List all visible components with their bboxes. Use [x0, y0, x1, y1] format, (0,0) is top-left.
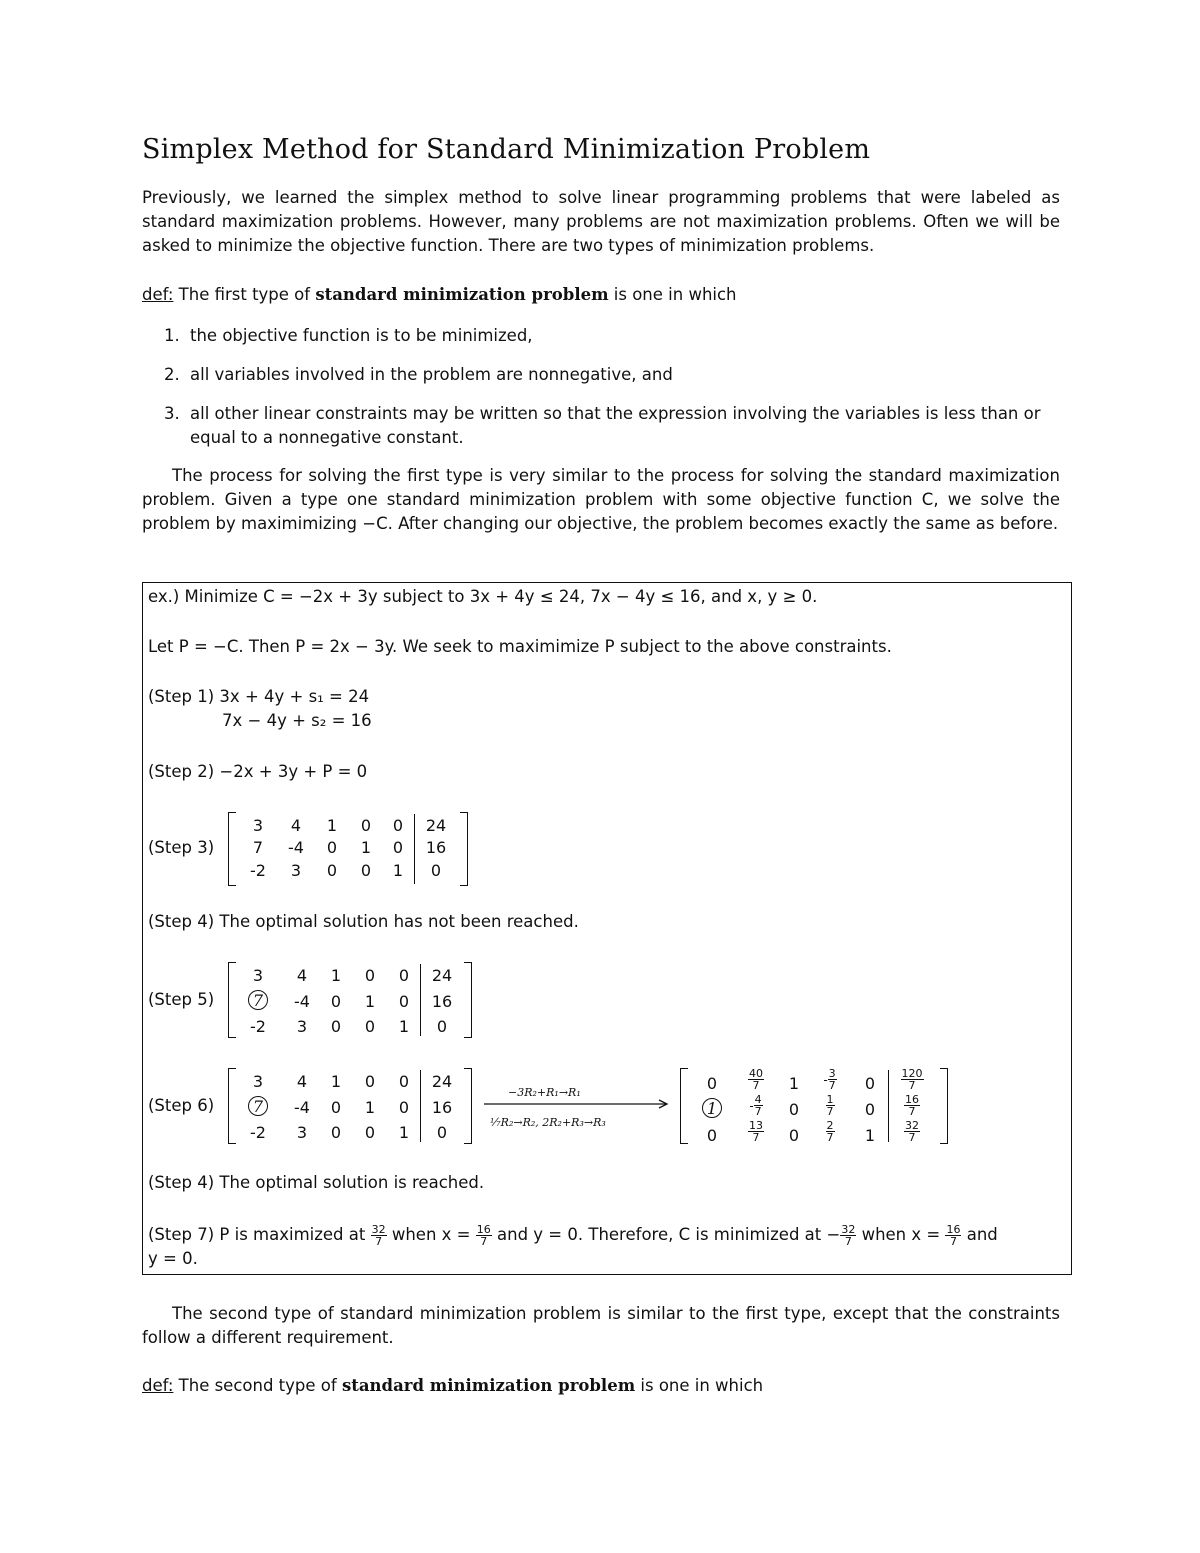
matrix-cell: - $\frac{4}{7}$ [749, 1093, 762, 1118]
matrix-cell: 0 [392, 838, 404, 857]
matrix-cell: 1 [330, 966, 342, 985]
matrix-cell: 1 [864, 1126, 876, 1145]
fraction: $\frac{32}{7}$ [841, 1223, 856, 1248]
augment-bar [420, 964, 421, 1036]
matrix-cell: 0 [398, 966, 410, 985]
matrix-cell: 0 [360, 816, 372, 835]
augment-bar [420, 1070, 421, 1142]
matrix-cell [699, 1098, 725, 1118]
example-substitution: Let P = −C. Then P = 2x − 3y. We seek to maximimize P subject to the above constraints. [148, 637, 892, 656]
matrix-cell: 0 [864, 1100, 876, 1119]
matrix-cell: 1 [364, 992, 376, 1011]
matrix-cell: 4 [296, 966, 308, 985]
matrix-cell: -4 [294, 992, 310, 1011]
matrix-cell: 0 [706, 1074, 718, 1093]
matrix-bracket-left [228, 812, 236, 886]
matrix-cell: 4 [296, 1072, 308, 1091]
matrix-cell: $\frac{1}{7}$ [826, 1093, 834, 1118]
matrix-bracket-left [228, 1068, 236, 1144]
matrix-cell: 24 [431, 1072, 453, 1091]
step4-reached: (Step 4) The optimal solution is reached. [148, 1173, 485, 1192]
matrix-cell: 0 [788, 1100, 800, 1119]
matrix-cell: 3 [252, 816, 264, 835]
step6-label: (Step 6) [148, 1096, 215, 1115]
step2-equation: (Step 2) −2x + 3y + P = 0 [148, 762, 368, 781]
matrix-cell: 0 [364, 1123, 376, 1142]
list-item: 2. all variables involved in the problem are nonnegative, and [164, 365, 673, 384]
matrix-cell: 0 [864, 1074, 876, 1093]
matrix-cell: 0 [326, 861, 338, 880]
matrix-cell: 1 [364, 1098, 376, 1117]
matrix-cell: 1 [326, 816, 338, 835]
matrix-cell: 0 [788, 1126, 800, 1145]
augment-bar [414, 814, 415, 884]
matrix-cell: 24 [431, 966, 453, 985]
matrix-cell: 0 [398, 1072, 410, 1091]
process-paragraph: The process for solving the first type is very similar to the process for solving the standard maximization problem. Given a type one standard minimization problem with some objective function C, we solve the problem by maximimizing −C. After changing our objective, the problem becomes exactly the same as before. [142, 466, 1060, 533]
matrix-cell: 0 [392, 816, 404, 835]
def-label: def: [142, 1376, 174, 1395]
matrix-cell: 16 [431, 1098, 453, 1117]
list-item: 3. all other linear constraints may be written so that the expression involving the variables is less than or equal to a nonnegative constant. [164, 404, 1041, 447]
def-text: is one in which [608, 285, 737, 304]
step7-line-end: y = 0. [148, 1249, 198, 1268]
matrix-cell [245, 1096, 271, 1116]
matrix-cell: 0 [364, 1017, 376, 1036]
definition-2 [142, 1376, 763, 1395]
matrix-bracket-left [228, 962, 236, 1038]
matrix-cell: -2 [250, 1017, 266, 1036]
row-op-bottom: ¹⁄₇R₂→R₂, 2R₂+R₃→R₃ [490, 1116, 606, 1129]
def-text: The second type of [173, 1376, 342, 1395]
fraction: $\frac{16}{7}$ [476, 1223, 491, 1248]
matrix-cell: 3 [252, 966, 264, 985]
def-text: The first type of [173, 285, 316, 304]
definition-1-list [164, 324, 1060, 465]
matrix-cell: 3 [296, 1017, 308, 1036]
matrix-cell: -4 [288, 838, 304, 857]
matrix-cell: 24 [425, 816, 447, 835]
matrix-bracket-right [464, 962, 472, 1038]
matrix-cell: 0 [330, 1123, 342, 1142]
matrix-cell: 3 [296, 1123, 308, 1142]
matrix-cell: 1 [398, 1017, 410, 1036]
matrix-bracket-left [680, 1068, 688, 1144]
matrix-bracket-right [940, 1068, 948, 1144]
intro-paragraph: Previously, we learned the simplex method to solve linear programming problems that were labeled as standard maximization problems. However, many problems are not maximization problems. Often we will be asked to minimize the objective function. There are two types of minimization problems. [142, 188, 1060, 255]
matrix-cell: 16 [425, 838, 447, 857]
matrix-cell: 3 [252, 1072, 264, 1091]
matrix-cell: -2 [250, 1123, 266, 1142]
def-term: standard minimization problem [341, 1376, 636, 1395]
step1-equation-2: 7x − 4y + s₂ = 16 [222, 711, 372, 730]
matrix-cell: 1 [398, 1123, 410, 1142]
matrix-cell: $\frac{32}{7}$ [905, 1119, 919, 1144]
matrix-cell: 1 [788, 1074, 800, 1093]
second-type-paragraph: The second type of standard minimization problem is similar to the first type, except that the constraints follow a different requirement. [142, 1304, 1060, 1347]
step7-line: (Step 7) P is maximized at $\frac{32}{7}$ when x = $\frac{16}{7}$ and y = 0. Therefore, C is minimized at − $\frac{32}{7}$ when x = $\frac{16}{7}$ and [148, 1223, 998, 1248]
def-text: is one in which [635, 1376, 764, 1395]
step4-not-reached: (Step 4) The optimal solution has not been reached. [148, 912, 579, 931]
fraction: $\frac{32}{7}$ [371, 1223, 386, 1248]
pivot-circle: 1 [702, 1098, 722, 1118]
matrix-cell: 0 [398, 1098, 410, 1117]
matrix-cell: 0 [398, 992, 410, 1011]
matrix-cell: $\frac{120}{7}$ [901, 1067, 923, 1092]
matrix-cell: 0 [706, 1126, 718, 1145]
row-operation-arrow [484, 1086, 670, 1132]
matrix-cell: 0 [430, 861, 442, 880]
step1-equation-1: (Step 1) 3x + 4y + s₁ = 24 [148, 687, 370, 706]
matrix-cell: 0 [364, 1072, 376, 1091]
matrix-cell: -2 [250, 861, 266, 880]
step6-matrix [228, 1068, 472, 1144]
row-op-top: −3R₂+R₁→R₁ [508, 1086, 581, 1099]
matrix-cell: 0 [330, 992, 342, 1011]
pivot-circle: 7 [248, 1096, 268, 1116]
augment-bar [888, 1070, 889, 1142]
page-title: Simplex Method for Standard Minimization Problem [142, 134, 871, 165]
matrix-cell: 0 [360, 861, 372, 880]
matrix-cell: 3 [290, 861, 302, 880]
list-item: 1. the objective function is to be minimized, [164, 326, 533, 345]
example-statement: ex.) Minimize C = −2x + 3y subject to 3x + 4y ≤ 24, 7x − 4y ≤ 16, and x, y ≥ 0. [148, 587, 818, 606]
matrix-cell: 1 [392, 861, 404, 880]
def-term: standard minimization problem [315, 285, 609, 304]
step3-matrix [228, 812, 468, 886]
step5-matrix [228, 962, 472, 1038]
matrix-cell: - $\frac{3}{7}$ [823, 1067, 836, 1092]
matrix-cell: 0 [330, 1098, 342, 1117]
matrix-cell: 0 [326, 838, 338, 857]
result-matrix [680, 1068, 948, 1144]
matrix-cell: 0 [436, 1123, 448, 1142]
matrix-cell: 16 [431, 992, 453, 1011]
matrix-cell: $\frac{13}{7}$ [749, 1119, 763, 1144]
matrix-bracket-right [460, 812, 468, 886]
matrix-bracket-right [464, 1068, 472, 1144]
step5-label: (Step 5) [148, 990, 215, 1009]
definition-1 [142, 285, 737, 304]
def-label: def: [142, 285, 174, 304]
matrix-cell: $\frac{2}{7}$ [826, 1119, 834, 1144]
matrix-cell [245, 990, 271, 1010]
step3-label: (Step 3) [148, 838, 215, 857]
matrix-cell: 7 [252, 838, 264, 857]
matrix-cell: 0 [436, 1017, 448, 1036]
pivot-circle: 7 [248, 990, 268, 1010]
matrix-cell: 4 [290, 816, 302, 835]
matrix-cell: 1 [360, 838, 372, 857]
matrix-cell: 0 [364, 966, 376, 985]
arrow-icon [484, 1098, 670, 1110]
matrix-cell: $\frac{40}{7}$ [749, 1067, 763, 1092]
matrix-cell: $\frac{16}{7}$ [905, 1093, 919, 1118]
matrix-cell: 0 [330, 1017, 342, 1036]
matrix-cell: -4 [294, 1098, 310, 1117]
fraction: $\frac{16}{7}$ [946, 1223, 961, 1248]
matrix-cell: 1 [330, 1072, 342, 1091]
